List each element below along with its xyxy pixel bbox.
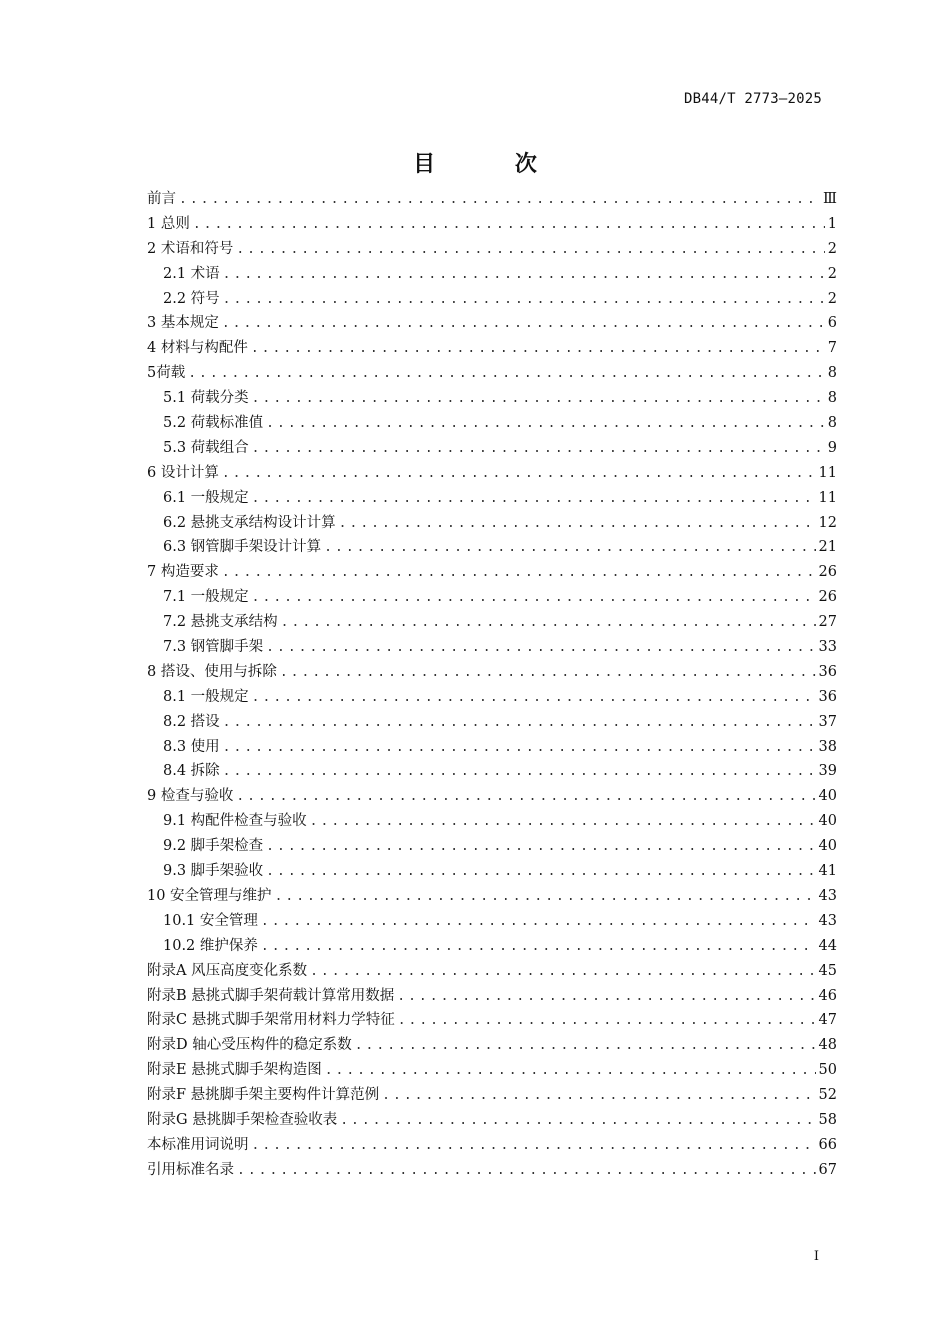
toc-entry[interactable] [147, 486, 837, 511]
toc-entry-label: 7.3 钢管脚手架 [163, 639, 264, 656]
toc-entry[interactable] [147, 909, 837, 934]
toc-entry-page: 41 [818, 863, 837, 880]
toc-leader-dots [382, 1084, 815, 1109]
toc-entry[interactable] [147, 262, 837, 287]
toc-leader-dots [251, 337, 825, 362]
toc-leader-dots [222, 561, 816, 586]
toc-leader-dots [252, 1134, 816, 1159]
toc-leader-dots [222, 462, 816, 487]
toc-entry[interactable] [147, 461, 837, 486]
toc-entry-label: 附录B 悬挑式脚手架荷载计算常用数据 [147, 987, 395, 1004]
page-number: I [813, 1249, 819, 1264]
toc-leader-dots [237, 1159, 816, 1184]
toc-entry-page: 38 [818, 738, 837, 755]
toc-entry-label: 8.3 使用 [163, 738, 220, 755]
toc-leader-dots [324, 536, 815, 561]
toc-entry[interactable] [147, 809, 837, 834]
toc-entry[interactable] [147, 635, 837, 660]
toc-entry-label: 6.2 悬挑支承结构设计计算 [163, 514, 336, 531]
toc-entry-page: 40 [818, 813, 837, 830]
toc-entry[interactable] [147, 1158, 837, 1183]
toc-leader-dots [236, 238, 824, 263]
toc-entry[interactable] [147, 959, 837, 984]
toc-entry-label: 9.1 构配件检查与验收 [163, 813, 307, 830]
toc-leader-dots [223, 760, 816, 785]
toc-leader-dots [310, 810, 816, 835]
toc-entry-label: 附录D 轴心受压构件的稳定系数 [147, 1037, 352, 1054]
toc-entry-label: 8.2 搭设 [163, 713, 220, 730]
toc-entry-page: 48 [818, 1037, 837, 1054]
standard-code: DB44/T 2773—2025 [683, 91, 822, 107]
toc-leader-dots [252, 437, 825, 462]
toc-entry-label: 10.2 维护保养 [163, 937, 258, 954]
toc-entry-page: 9 [827, 439, 837, 456]
toc-entry-label: 5.1 荷载分类 [163, 390, 249, 407]
toc-entry[interactable] [147, 1083, 837, 1108]
toc-leader-dots [310, 960, 815, 985]
toc-entry-label: 2 术语和符号 [147, 240, 234, 257]
toc-entry[interactable] [147, 311, 837, 336]
toc-entry-page: 26 [818, 589, 837, 606]
toc-entry-page: 8 [827, 415, 837, 432]
toc-entry-page: 44 [818, 937, 837, 954]
toc-entry[interactable] [147, 436, 837, 461]
toc-entry-page: 2 [827, 240, 837, 257]
toc-entry-page: 45 [818, 962, 837, 979]
toc-entry-page: 11 [818, 489, 837, 506]
toc-entry-label: 5荷载 [147, 365, 186, 382]
toc-entry-page: 1 [827, 215, 837, 232]
toc-entry-page: 26 [818, 564, 837, 581]
toc-leader-dots [280, 661, 816, 686]
toc-entry[interactable] [147, 336, 837, 361]
toc-entry-page: 52 [818, 1087, 837, 1104]
toc-entry[interactable] [147, 361, 837, 386]
toc-entry[interactable] [147, 1058, 837, 1083]
toc-entry[interactable] [147, 287, 837, 312]
toc-entry[interactable] [147, 685, 837, 710]
toc-leader-dots [266, 412, 825, 437]
toc-entry-label: 9.2 脚手架检查 [163, 838, 264, 855]
toc-entry[interactable] [147, 759, 837, 784]
toc-entry[interactable] [147, 859, 837, 884]
toc-entry-label: 引用标准名录 [147, 1161, 234, 1178]
toc-leader-dots [252, 487, 816, 512]
toc-entry[interactable] [147, 511, 837, 536]
toc-leader-dots [339, 512, 816, 537]
toc-entry-page: Ⅲ [823, 191, 837, 207]
toc-entry-page: 50 [818, 1062, 837, 1079]
toc-entry-label: 5.2 荷载标准值 [163, 415, 264, 432]
toc-leader-dots [252, 686, 816, 711]
toc-entry[interactable] [147, 735, 837, 760]
toc-entry-label: 附录C 悬挑式脚手架常用材料力学特征 [147, 1012, 395, 1029]
toc-entry-label: 附录F 悬挑脚手架主要构件计算范例 [147, 1087, 380, 1104]
toc-leader-dots [325, 1059, 816, 1084]
toc-entry[interactable] [147, 585, 837, 610]
toc-entry-label: 本标准用词说明 [147, 1136, 249, 1153]
toc-leader-dots [252, 387, 825, 412]
toc-leader-dots [222, 312, 825, 337]
toc-entry[interactable] [147, 411, 837, 436]
toc-leader-dots [179, 188, 820, 213]
toc-entry-label: 10 安全管理与维护 [147, 887, 272, 904]
toc-entry-page: 7 [827, 340, 837, 357]
toc-leader-dots [223, 288, 825, 313]
toc-entry-page: 2 [827, 290, 837, 307]
toc-entry[interactable] [147, 187, 837, 212]
toc-entry-page: 2 [827, 265, 837, 282]
toc-leader-dots [340, 1109, 815, 1134]
toc-entry-page: 39 [818, 763, 837, 780]
toc-entry-label: 8 搭设、使用与拆除 [147, 663, 277, 680]
toc-entry[interactable] [147, 386, 837, 411]
toc-leader-dots [355, 1034, 816, 1059]
toc-entry-label: 2.2 符号 [163, 290, 220, 307]
toc-entry-label: 1 总则 [147, 215, 190, 232]
toc-entry-label: 7.2 悬挑支承结构 [163, 614, 278, 631]
toc-leader-dots [252, 586, 816, 611]
toc-entry-page: 21 [818, 539, 837, 556]
toc-entry-label: 附录E 悬挑式脚手架构造图 [147, 1062, 322, 1079]
toc-entry-label: 4 材料与构配件 [147, 340, 248, 357]
toc-entry-label: 9.3 脚手架验收 [163, 863, 264, 880]
toc-entry[interactable] [147, 660, 837, 685]
toc-entry-page: 36 [818, 663, 837, 680]
toc-entry-label: 8.1 一般规定 [163, 688, 249, 705]
toc-entry-label: 6 设计计算 [147, 464, 219, 481]
toc-entry-page: 58 [818, 1111, 837, 1128]
toc-entry-page: 46 [818, 987, 837, 1004]
toc-leader-dots [266, 835, 815, 860]
toc-entry-label: 3 基本规定 [147, 315, 219, 332]
toc-entry[interactable] [147, 610, 837, 635]
toc-entry-label: 5.3 荷载组合 [163, 439, 249, 456]
toc-entry-page: 8 [827, 390, 837, 407]
toc-entry[interactable] [147, 934, 837, 959]
toc-entry[interactable] [147, 1008, 837, 1033]
toc-entry-page: 40 [818, 838, 837, 855]
toc-entry[interactable] [147, 884, 837, 909]
toc-leader-dots [188, 362, 825, 387]
toc-leader-dots [261, 935, 816, 960]
toc-leader-dots [266, 636, 815, 661]
toc-entry-page: 6 [827, 315, 837, 332]
toc-entry-label: 9 检查与验收 [147, 788, 234, 805]
toc-leader-dots [275, 885, 816, 910]
toc-entry-page: 8 [827, 365, 837, 382]
toc-entry[interactable] [147, 834, 837, 859]
toc-entry-page: 43 [818, 912, 837, 929]
toc-entry[interactable] [147, 1033, 837, 1058]
toc-entry-label: 2.1 术语 [163, 265, 220, 282]
toc-entry-page: 47 [818, 1012, 837, 1029]
toc-leader-dots [398, 1009, 816, 1034]
toc-entry-page: 43 [818, 887, 837, 904]
toc-entry-page: 12 [818, 514, 837, 531]
toc-entry[interactable] [147, 784, 837, 809]
toc-entry[interactable] [147, 212, 837, 237]
toc-entry[interactable] [147, 1108, 837, 1133]
toc-entry[interactable] [147, 984, 837, 1009]
page-title: 目 次 [413, 151, 573, 177]
toc-entry[interactable] [147, 710, 837, 735]
toc-entry-page: 37 [818, 713, 837, 730]
toc-entry[interactable] [147, 1133, 837, 1158]
toc-leader-dots [281, 611, 816, 636]
toc-entry[interactable] [147, 560, 837, 585]
toc-leader-dots [236, 785, 815, 810]
toc-entry-label: 10.1 安全管理 [163, 912, 258, 929]
toc-entry-label: 附录G 悬挑脚手架检查验收表 [147, 1111, 338, 1128]
toc-entry-page: 27 [818, 614, 837, 631]
toc-leader-dots [261, 910, 816, 935]
toc-entry-label: 附录A 风压高度变化系数 [147, 962, 308, 979]
toc-entry-page: 11 [818, 464, 837, 481]
table-of-contents [147, 187, 837, 1183]
toc-leader-dots [223, 736, 816, 761]
toc-entry-label: 6.3 钢管脚手架设计计算 [163, 539, 322, 556]
toc-entry-label: 7.1 一般规定 [163, 589, 249, 606]
toc-entry[interactable] [147, 535, 837, 560]
toc-entry-label: 8.4 拆除 [163, 763, 220, 780]
toc-leader-dots [397, 985, 815, 1010]
toc-entry-page: 33 [818, 639, 837, 656]
toc-entry-page: 36 [818, 688, 837, 705]
toc-entry-label: 6.1 一般规定 [163, 489, 249, 506]
toc-leader-dots [223, 263, 825, 288]
toc-entry[interactable] [147, 237, 837, 262]
toc-entry-label: 7 构造要求 [147, 564, 219, 581]
toc-entry-label: 前言 [147, 191, 176, 207]
toc-leader-dots [223, 711, 816, 736]
toc-entry-page: 66 [818, 1136, 837, 1153]
toc-entry-page: 40 [818, 788, 837, 805]
toc-leader-dots [193, 213, 825, 238]
toc-leader-dots [266, 860, 815, 885]
toc-entry-page: 67 [818, 1161, 837, 1178]
